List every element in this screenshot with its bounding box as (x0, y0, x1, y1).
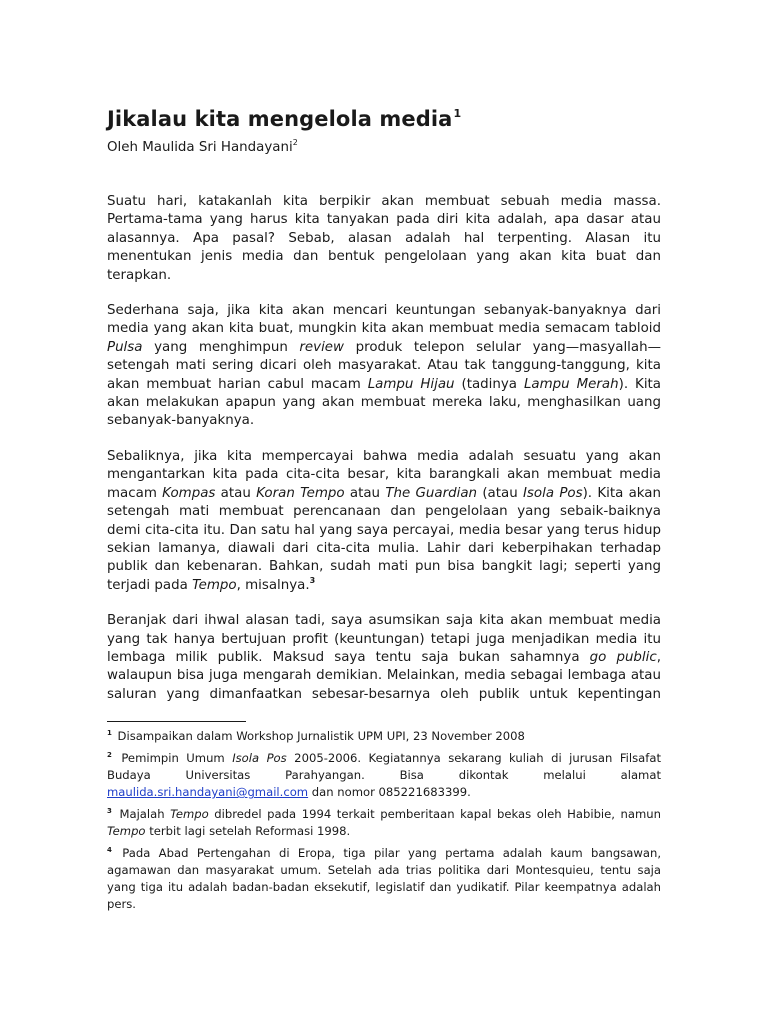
footnote-3: $^3$ Majalah Tempo dibredel pada 1994 terkait pemberitaan kapal bekas oleh Habibie, namun Tempo terbit lagi setelah Reformasi 1998. (107, 807, 662, 839)
author-text: Oleh Maulida Sri Handayani (107, 140, 293, 155)
document-page (107, 104, 661, 918)
paragraph-3: Sebaliknya, jika kita mempercayai bahwa media adalah sesuatu yang akan mengantarkan kita pada cita-cita besar, kita barangkali akan membuat media macam Kompas atau Koran Tempo atau The Guardian (atau Isola Pos). Kita akan setengah mati membuat perencanaan dan pengelolaan yang sebaik-baiknya demi cita-cita itu. Dan satu hal yang saya percayai, media besar yang terus hidup sekian lamanya, diawali dari cita-cita mulia. Lahir dari keberpihakan terhadap publik dan kebenaran. Bahkan, sudah mati pun bisa bangkit lagi; seperti yang terjadi pada Tempo, misalnya.$^3$ (107, 448, 661, 593)
footnote-1: $^1$ Disampaikan dalam Workshop Jurnalistik UPM UPI, 23 November 2008 (107, 729, 525, 744)
footnote-ref-3[interactable]: 3 (309, 575, 316, 585)
paragraph-2: Sederhana saja, jika kita akan mencari keuntungan sebanyak-banyaknya dari media yang akan kita buat, mungkin kita akan membuat media semacam tabloid Pulsa yang menghimpun review produk telepon selular yang—masyallah—setengah mati sering dicari oleh masyarakat. Atau tak tanggung-tanggung, kita akan membuat harian cabul macam Lampu Hijau (tadinya Lampu Merah). Kita akan melakukan apapun yang akan membuat mereka laku, menghasilkan uang sebanyak-banyaknya. (107, 303, 661, 429)
title-text: Jikalau kita mengelola media (107, 107, 453, 131)
footnote-2: $^2$ Pemimpin Umum Isola Pos 2005-2006. Kegiatannya sekarang kuliah di jurusan Filsafat Budaya Universitas Parahyangan. Bisa dikontak melalui alamat maulida.sri.handayani@gmail.com dan nomor 085221683399. (107, 751, 661, 800)
title-footnote-ref[interactable]: 1 (453, 107, 462, 120)
author-line (107, 138, 661, 158)
email-link[interactable]: maulida.sri.handayani@gmail.com (107, 785, 309, 800)
document-title (107, 104, 661, 134)
paragraph-1: Suatu hari, katakanlah kita berpikir akan membuat sebuah media massa. Pertama-tama yang harus kita tanyakan pada diri kita adalah, apa dasar atau alasannya. Apa pasal? Sebab, alasan adalah hal terpenting. Alasan itu menentukan jenis media dan bentuk pengelolaan yang akan kita buat dan terapkan. (107, 194, 661, 283)
footnote-4: $^4$ Pada Abad Pertengahan di Eropa, tiga pilar yang pertama adalah kaum bangsawan, agamawan dan masyarakat umum. Setelah ada trias politika dari Montesquieu, tentu saja yang tiga itu adalah badan-badan eksekutif, legislatif dan yudikatif. Pilar keempatnya adalah pers. (107, 846, 661, 912)
footnote-separator (107, 721, 246, 722)
paragraph-4: Beranjak dari ihwal alasan tadi, saya asumsikan saja kita akan membuat media yang tak hanya bertujuan profit (keuntungan) tetapi juga menjadikan media itu lembaga milik publik. Maksud saya tentu saja bukan sahamnya go public, walaupun bisa juga mengarah demikian. Melainkan, media sebagai lembaga atau saluran yang dimanfaatkan sebesar-besarnya oleh publik untuk kepentingan (107, 613, 661, 702)
footnotes (107, 728, 661, 913)
document-body (107, 193, 661, 704)
author-footnote-ref[interactable]: 2 (292, 138, 298, 147)
